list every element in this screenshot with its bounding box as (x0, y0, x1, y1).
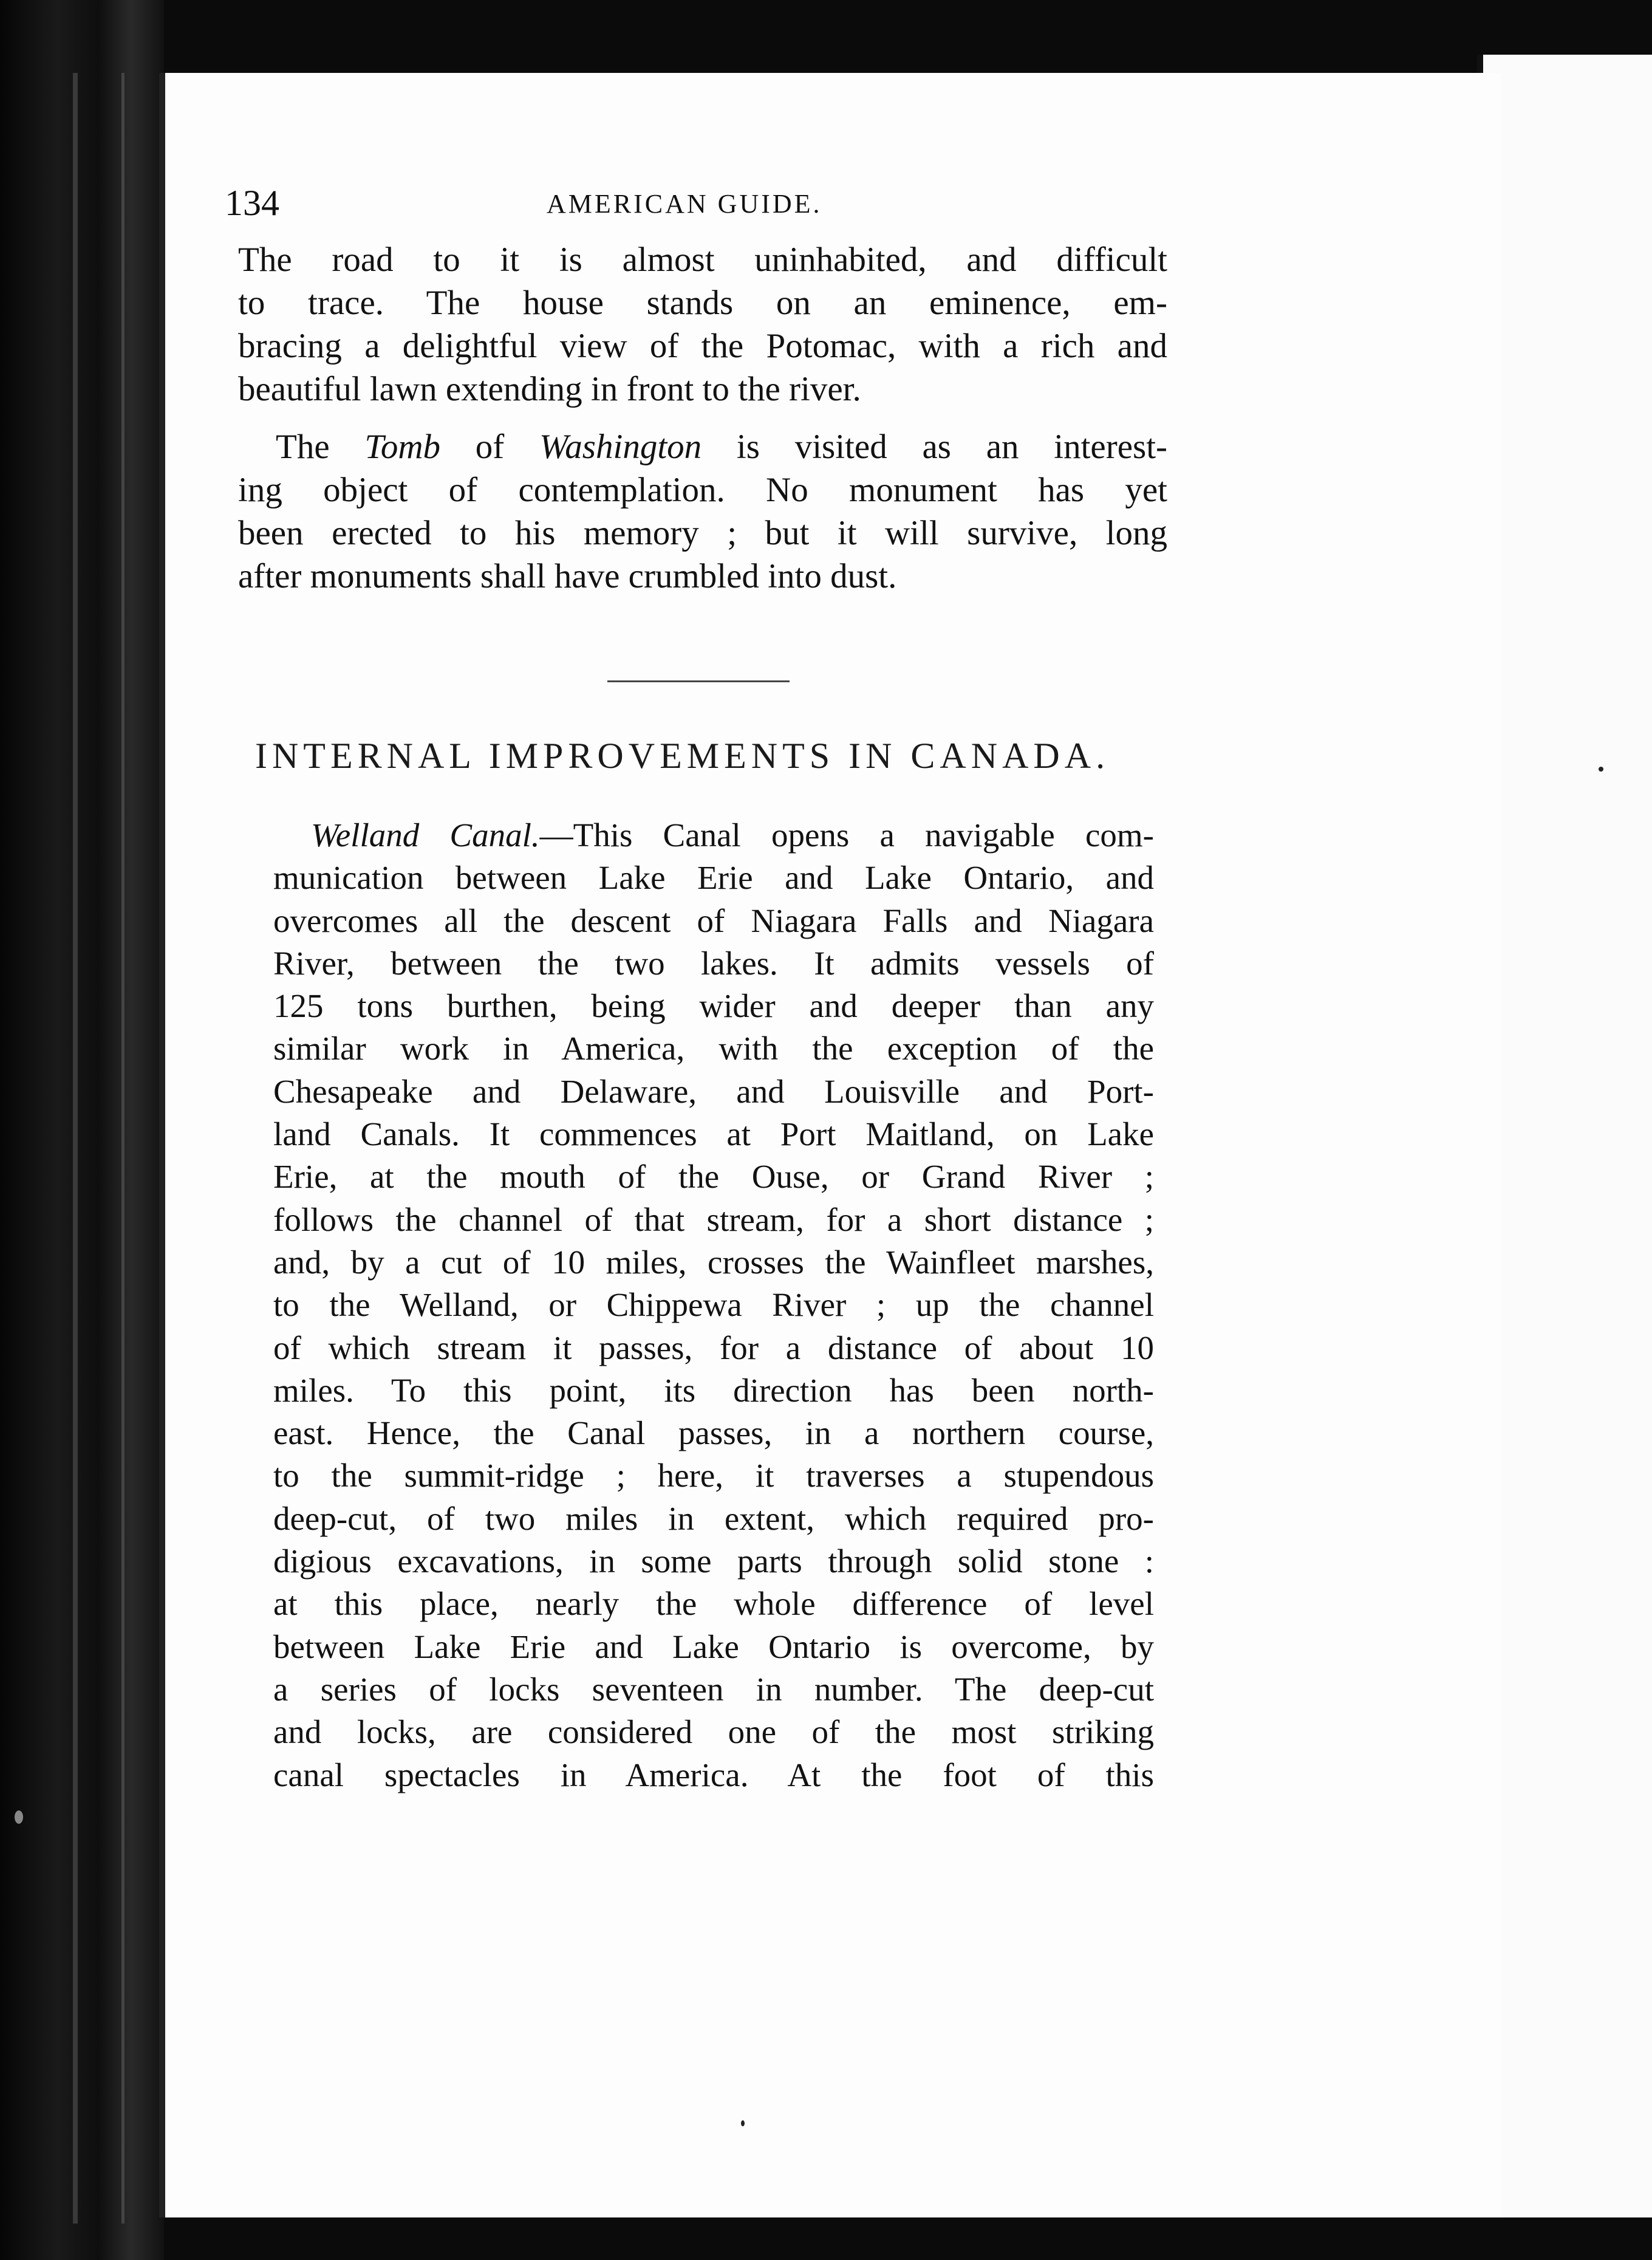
text-line: at this place, nearly the whole difference of level (273, 1585, 1154, 1623)
text-line: miles. To this point, its direction has been north- (273, 1371, 1154, 1409)
text-line: after monuments shall have crumbled into dust. (238, 557, 897, 595)
text-line: to the Welland, or Chippewa River ; up the channel (273, 1286, 1154, 1324)
text-line: been erected to his memory ; but it will survive, long (238, 514, 1167, 552)
text-line: 125 tons burthen, being wider and deeper than any (273, 987, 1154, 1025)
text-line: bracing a delightful view of the Potomac, with a rich and (238, 327, 1167, 365)
text-line: to the summit-ridge ; here, it traverses a stupendous (273, 1457, 1154, 1495)
text-line: The road to it is almost uninhabited, and difficult (238, 241, 1167, 279)
italic-text: Tomb (364, 428, 441, 466)
book-spine (0, 0, 164, 2260)
spine-edge-stripe (121, 73, 125, 2224)
text-line: munication between Lake Erie and Lake Ontario, and (273, 859, 1154, 897)
text-run: is visited as an interest- (701, 428, 1168, 466)
text-line: follows the channel of that stream, for a short distance ; (273, 1200, 1154, 1238)
text-line: and, by a cut of 10 miles, crosses the Wainfleet marshes, (273, 1243, 1154, 1281)
text-line: a series of locks seventeen in number. The deep-cut (273, 1670, 1154, 1708)
text-line: Chesapeake and Delaware, and Louisville and Port- (273, 1072, 1154, 1110)
text-line: canal spectacles in America. At the foot of this (273, 1756, 1154, 1793)
paper-speck (15, 1810, 23, 1824)
text-line: digious excavations, in some parts through solid stone : (273, 1543, 1154, 1580)
text-line: between Lake Erie and Lake Ontario is overcome, by (273, 1628, 1154, 1665)
facing-page-edge (1477, 55, 1652, 2217)
text-line (273, 814, 1154, 857)
paragraph (238, 238, 1167, 411)
text-line: deep-cut, of two miles in extent, which required pro- (273, 1499, 1154, 1537)
text-line: Erie, at the mouth of the Ouse, or Grand River ; (273, 1158, 1154, 1196)
text-run: —This Canal opens a navigable com- (539, 817, 1154, 854)
text-line: to trace. The house stands on an eminence, em- (238, 284, 1167, 322)
text-line (238, 425, 1167, 468)
page-header (225, 182, 1014, 231)
section-divider (607, 680, 790, 682)
paper-speck (741, 2120, 745, 2126)
running-head: AMERICAN GUIDE. (547, 189, 822, 219)
paper-speck (1599, 767, 1603, 772)
text-line: beautiful lawn extending in front to the river. (238, 370, 861, 408)
paragraph (238, 425, 1167, 598)
text-line: land Canals. It commences at Port Maitland, on Lake (273, 1115, 1154, 1153)
text-line: River, between the two lakes. It admits vessels of (273, 944, 1154, 982)
italic-text: Welland Canal. (311, 817, 540, 854)
text-line: similar work in America, with the exception of the (273, 1030, 1154, 1067)
section-title: INTERNAL IMPROVEMENTS IN CANADA. (255, 736, 1110, 776)
text-line: and locks, are considered one of the most striking (273, 1713, 1154, 1751)
text-run: of (440, 428, 540, 466)
text-run: The (276, 428, 365, 466)
italic-text: Washington (539, 428, 702, 466)
paragraph (273, 814, 1154, 1796)
text-line: of which stream it passes, for a distance of about 10 (273, 1329, 1154, 1366)
text-line: ing object of contemplation. No monument has yet (238, 471, 1167, 509)
page-number: 134 (225, 183, 279, 223)
spine-edge-stripe (73, 73, 78, 2224)
text-line: overcomes all the descent of Niagara Falls and Niagara (273, 902, 1154, 939)
text-line: east. Hence, the Canal passes, in a northern course, (273, 1414, 1154, 1452)
